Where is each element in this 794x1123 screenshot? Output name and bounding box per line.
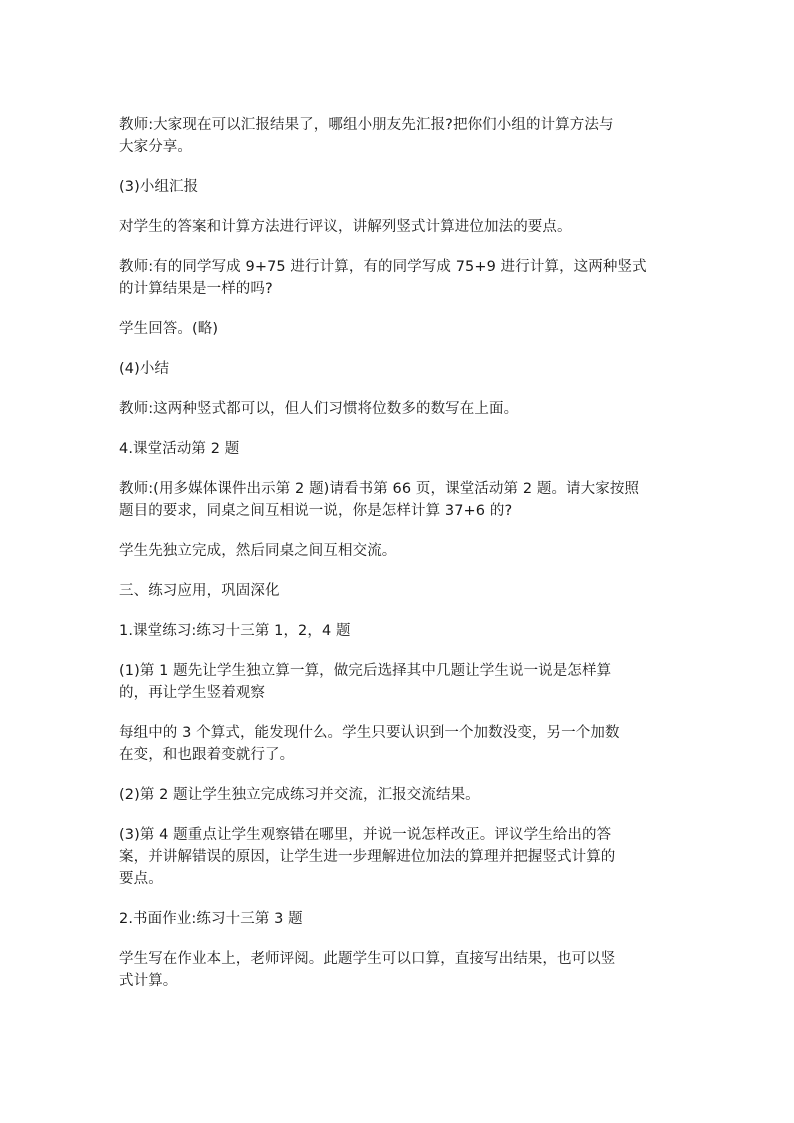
paragraph-teacher-question: 教师:有的同学写成 9+75 进行计算，有的同学写成 75+9 进行计算，这两种竖式 的计算结果是一样的吗?	[119, 259, 647, 297]
paragraph-homework-note: 学生写在作业本上，老师评阅。此题学生可以口算，直接写出结果，也可以竖 式计算。	[119, 951, 616, 989]
paragraph-student-answer: 学生回答。(略)	[119, 321, 219, 337]
paragraph-class-activity-heading: 4.课堂活动第 2 题	[119, 441, 240, 457]
paragraph-evaluate-answers: 对学生的答案和计算方法进行评议，讲解列竖式计算进位加法的要点。	[119, 219, 572, 235]
document-page	[119, 114, 679, 1010]
paragraph-exercise-4: (3)第 4 题重点让学生观察错在哪里，并说一说怎样改正。评议学生给出的答 案，并讲解错误的原因，让学生进一步理解进位加法的算理并把握竖式计算的 要点。	[119, 827, 616, 887]
paragraph-teacher-report-prompt: 教师:大家现在可以汇报结果了，哪组小朋友先汇报?把你们小组的计算方法与 大家分享。	[119, 117, 614, 155]
paragraph-teacher-activity: 教师:(用多媒体课件出示第 2 题)请看书第 66 页，课堂活动第 2 题。请大家按照 题目的要求，同桌之间互相说一说，你是怎样计算 37+6 的?	[119, 481, 640, 519]
paragraph-teacher-summary: 教师:这两种竖式都可以，但人们习惯将位数多的数写在上面。	[119, 401, 519, 417]
paragraph-exercise-1: (1)第 1 题先让学生独立算一算，做完后选择其中几题让学生说一说是怎样算 的，再让学生竖着观察	[119, 663, 612, 701]
paragraph-class-exercise: 1.课堂练习:练习十三第 1，2，4 题	[119, 623, 351, 639]
paragraph-exercise-1-continued: 每组中的 3 个算式，能发现什么。学生只要认识到一个加数没变，另一个加数 在变，和也跟着变就行了。	[119, 725, 620, 763]
paragraph-written-homework: 2.书面作业:练习十三第 3 题	[119, 911, 303, 927]
paragraph-students-exchange: 学生先独立完成，然后同桌之间互相交流。	[119, 543, 397, 559]
paragraph-group-report-heading: (3)小组汇报	[119, 179, 199, 195]
paragraph-summary-heading: (4)小结	[119, 361, 170, 377]
paragraph-exercise-2: (2)第 2 题让学生独立完成练习并交流，汇报交流结果。	[119, 787, 480, 803]
section-heading-practice: 三、练习应用，巩固深化	[119, 583, 280, 599]
